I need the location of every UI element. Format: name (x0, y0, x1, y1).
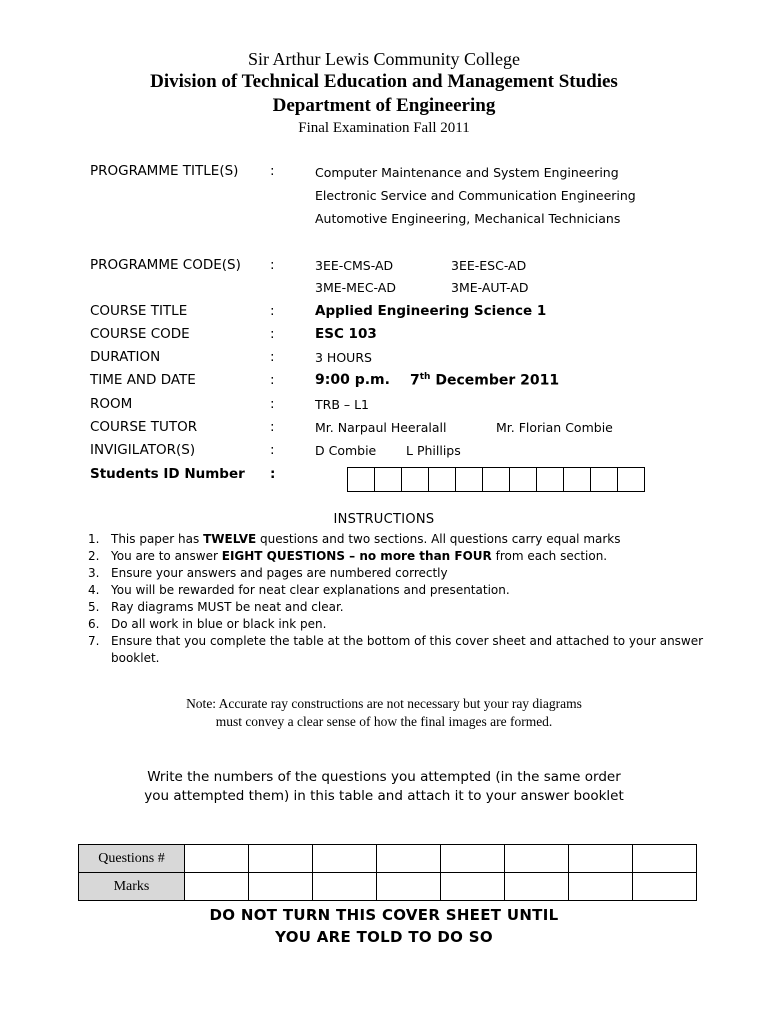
colon: : (270, 466, 276, 482)
note-line-2: must convey a clear sense of how the final images are formed. (215, 714, 553, 729)
colon: : (270, 419, 275, 435)
document-header (0, 48, 768, 138)
cover-warning-line-2: YOU ARE TOLD TO DO SO (275, 928, 493, 946)
colon: : (270, 326, 275, 342)
programme-title-3: Automotive Engineering, Mechanical Technicians (315, 211, 621, 226)
course-code-label: COURSE CODE (90, 326, 190, 342)
programme-code-4: 3ME-AUT-AD (451, 280, 529, 295)
table-instructions-line-2: you attempted them) in this table and attach it to your answer booklet (144, 788, 624, 804)
marks-header: Marks (79, 873, 185, 901)
question-cell[interactable] (441, 845, 505, 873)
programme-code-2: 3EE-ESC-AD (451, 258, 527, 273)
question-cell[interactable] (313, 845, 377, 873)
instruction-number: 4. (88, 583, 100, 597)
student-id-label: Students ID Number (90, 466, 245, 482)
exam-date-suffix: th (419, 372, 431, 382)
question-cell[interactable] (569, 845, 633, 873)
course-tutor-2: Mr. Florian Combie (496, 420, 613, 435)
programme-title-1: Computer Maintenance and System Engineering (315, 165, 619, 180)
programme-code-label: PROGRAMME CODE(S) (90, 257, 241, 273)
marks-cell[interactable] (505, 873, 569, 901)
time-date-label: TIME AND DATE (90, 372, 196, 388)
question-cell[interactable] (249, 845, 313, 873)
student-id-box[interactable] (510, 468, 537, 491)
marks-cell[interactable] (569, 873, 633, 901)
question-cell[interactable] (185, 845, 249, 873)
student-id-box[interactable] (591, 468, 618, 491)
department-name: Department of Engineering (272, 95, 496, 116)
student-id-box[interactable] (456, 468, 483, 491)
programme-code-3: 3ME-MEC-AD (315, 280, 396, 295)
marks-cell[interactable] (441, 873, 505, 901)
instruction-text-end: from each section. (491, 549, 608, 563)
student-id-box[interactable] (348, 468, 375, 491)
colon: : (270, 349, 275, 365)
instruction-item (88, 548, 728, 565)
questions-row (79, 845, 697, 873)
note (0, 695, 768, 731)
marks-cell[interactable] (249, 873, 313, 901)
instruction-text: Do all work in blue or black ink pen. (111, 617, 327, 631)
instruction-item (88, 565, 728, 582)
student-id-box[interactable] (429, 468, 456, 491)
table-instructions (0, 768, 768, 806)
marks-cell[interactable] (377, 873, 441, 901)
course-tutor-1: Mr. Narpaul Heeralall (315, 420, 447, 435)
instruction-item (88, 582, 728, 599)
instruction-number: 1. (88, 532, 100, 546)
colon: : (270, 372, 275, 388)
exam-date (410, 372, 559, 389)
room-value: TRB – L1 (315, 397, 370, 412)
instruction-text: You are to answer (111, 549, 222, 563)
marks-row (79, 873, 697, 901)
instruction-item (88, 633, 728, 667)
instruction-emphasis: TWELVE (203, 532, 257, 546)
table-instructions-line-1: Write the numbers of the questions you attempted (in the same order (147, 769, 621, 785)
course-tutor-label: COURSE TUTOR (90, 419, 198, 435)
marks-cell[interactable] (633, 873, 697, 901)
college-name: Sir Arthur Lewis Community College (248, 49, 520, 69)
instruction-text: Ray diagrams MUST be neat and clear. (111, 600, 344, 614)
exam-title: Final Examination Fall 2011 (298, 120, 470, 136)
course-code: ESC 103 (315, 326, 377, 342)
marks-cell[interactable] (313, 873, 377, 901)
instruction-number: 2. (88, 549, 100, 563)
instruction-number: 6. (88, 617, 100, 631)
instructions-list (88, 531, 728, 667)
division-name: Division of Technical Education and Management Studies (150, 71, 618, 92)
programme-title-2: Electronic Service and Communication Engineering (315, 188, 636, 203)
student-id-box[interactable] (375, 468, 402, 491)
colon: : (270, 442, 275, 458)
invigilator-2: L Phillips (406, 443, 461, 458)
student-id-boxes[interactable] (347, 467, 645, 492)
instruction-text: Ensure that you complete the table at the bottom of this cover sheet and attached to your answer booklet. (111, 634, 704, 665)
instruction-number: 7. (88, 634, 100, 648)
student-id-box[interactable] (402, 468, 429, 491)
instruction-item (88, 531, 728, 548)
colon: : (270, 396, 275, 412)
duration-label: DURATION (90, 349, 161, 365)
marks-cell[interactable] (185, 873, 249, 901)
student-id-box[interactable] (537, 468, 564, 491)
instruction-text-end: questions and two sections. All questions carry equal marks (256, 532, 621, 546)
student-id-box[interactable] (564, 468, 591, 491)
cover-warning (0, 904, 768, 948)
instruction-text: This paper has (111, 532, 204, 546)
instruction-number: 3. (88, 566, 100, 580)
exam-time: 9:00 p.m. (315, 372, 390, 388)
invigilator-label: INVIGILATOR(S) (90, 442, 196, 458)
instruction-number: 5. (88, 600, 100, 614)
colon: : (270, 163, 275, 179)
course-title-label: COURSE TITLE (90, 303, 188, 319)
invigilator-1: D Combie (315, 443, 377, 458)
programme-code-1: 3EE-CMS-AD (315, 258, 394, 273)
cover-warning-line-1: DO NOT TURN THIS COVER SHEET UNTIL (209, 906, 559, 924)
room-label: ROOM (90, 396, 133, 412)
note-line-1: Note: Accurate ray constructions are not necessary but your ray diagrams (186, 696, 582, 711)
instruction-item (88, 599, 728, 616)
instruction-emphasis: EIGHT QUESTIONS – no more than FOUR (221, 549, 492, 563)
colon: : (270, 303, 275, 319)
exam-date-day: 7 (410, 372, 420, 389)
student-id-box[interactable] (483, 468, 510, 491)
questions-header: Questions # (79, 845, 185, 873)
question-cell[interactable] (633, 845, 697, 873)
exam-date-rest: December 2011 (430, 372, 560, 389)
duration-value: 3 HOURS (315, 350, 372, 365)
questions-marks-table (78, 844, 697, 901)
student-id-box[interactable] (618, 468, 644, 491)
programme-title-label: PROGRAMME TITLE(S) (90, 163, 239, 179)
question-cell[interactable] (377, 845, 441, 873)
question-cell[interactable] (505, 845, 569, 873)
instruction-item (88, 616, 728, 633)
instruction-text: You will be rewarded for neat clear explanations and presentation. (111, 583, 510, 597)
colon: : (270, 257, 275, 273)
instruction-text: Ensure your answers and pages are numbered correctly (111, 566, 448, 580)
instructions-title: INSTRUCTIONS (333, 512, 435, 527)
course-title: Applied Engineering Science 1 (315, 303, 547, 319)
